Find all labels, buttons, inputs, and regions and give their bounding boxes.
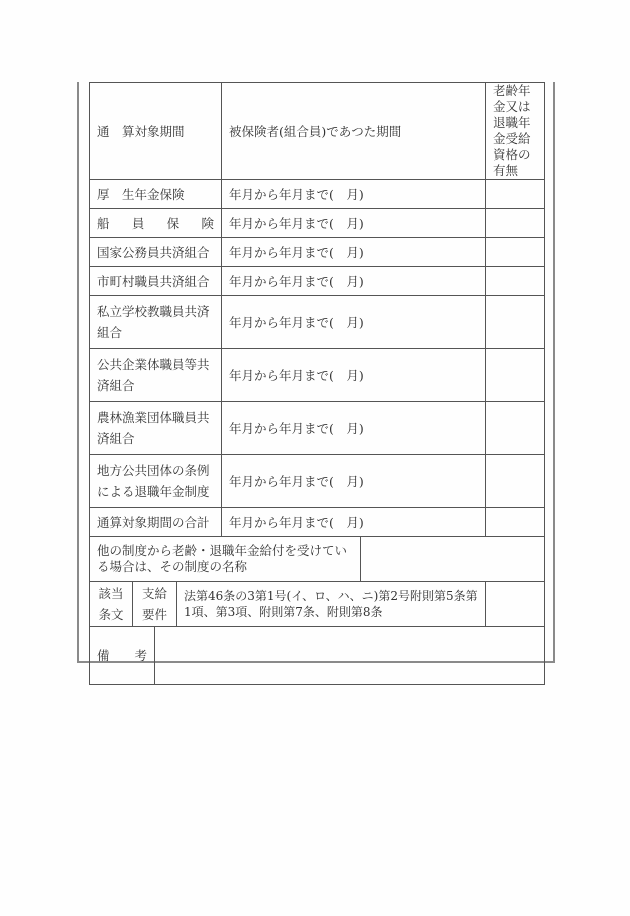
- row-label: 私立学校教職員共済組合: [90, 296, 222, 349]
- header-row: [90, 83, 545, 180]
- period-field[interactable]: 年月から年月まで( 月): [222, 455, 486, 508]
- header-insured-period: 被保険者(組合員)であつた期間: [222, 83, 486, 180]
- other-system-label: 他の制度から老齢・退職年金給付を受けている場合は、その制度の名称: [90, 537, 361, 582]
- period-field[interactable]: 年月から年月まで( 月): [222, 349, 486, 402]
- period-field[interactable]: 年月から年月まで( 月): [222, 209, 486, 238]
- table-row: [90, 209, 545, 238]
- row-label: 公共企業体職員等共済組合: [90, 349, 222, 402]
- eligibility-field[interactable]: [486, 455, 545, 508]
- table-row-total: [90, 508, 545, 537]
- header-period-type: 通 算対象期間: [90, 83, 222, 180]
- period-field[interactable]: 年月から年月まで( 月): [222, 180, 486, 209]
- eligibility-field[interactable]: [486, 402, 545, 455]
- eligibility-field[interactable]: [486, 180, 545, 209]
- row-label: 国家公務員共済組合: [90, 238, 222, 267]
- table-row: [90, 349, 545, 402]
- period-field[interactable]: 年月から年月まで( 月): [222, 296, 486, 349]
- eligibility-field[interactable]: [486, 238, 545, 267]
- eligibility-field[interactable]: [486, 349, 545, 402]
- table-row: [90, 402, 545, 455]
- eligibility-field[interactable]: [486, 296, 545, 349]
- period-field[interactable]: 年月から年月まで( 月): [222, 238, 486, 267]
- period-field[interactable]: 年月から年月まで( 月): [222, 402, 486, 455]
- provisions-field[interactable]: [486, 582, 545, 627]
- period-field[interactable]: 年月から年月まで( 月): [222, 267, 486, 296]
- table-row: [90, 180, 545, 209]
- row-label: 厚 生年金保険: [90, 180, 222, 209]
- provisions-text: 法第46条の3第1号(イ、ロ、ハ、ニ)第2号附則第5条第1項、第3項、附則第7条、附則第8条: [177, 582, 486, 627]
- table-row: [90, 267, 545, 296]
- other-system-field[interactable]: [361, 537, 545, 582]
- table-row: [90, 296, 545, 349]
- table-row: [90, 455, 545, 508]
- row-label: 市町村職員共済組合: [90, 267, 222, 296]
- row-label: 船 員 保 険: [90, 209, 222, 238]
- row-label: 農林漁業団体職員共済組合: [90, 402, 222, 455]
- applicable-article-label: 該当 条文: [90, 582, 133, 627]
- eligibility-field[interactable]: [486, 508, 545, 537]
- row-label: 地方公共団体の条例による退職年金制度: [90, 455, 222, 508]
- provisions-row: [90, 582, 545, 627]
- eligibility-field[interactable]: [486, 209, 545, 238]
- remarks-label: 備 考: [90, 627, 155, 685]
- total-period-field[interactable]: 年月から年月まで( 月): [222, 508, 486, 537]
- remarks-field[interactable]: [155, 627, 545, 685]
- pension-period-form: [89, 82, 545, 685]
- header-eligibility: 老齢年金又は退職年金受給資格の有無: [486, 83, 545, 180]
- other-system-row: [90, 537, 545, 582]
- table-row: [90, 238, 545, 267]
- payment-requirement-label: 支給 要件: [133, 582, 177, 627]
- row-label: 通算対象期間の合計: [90, 508, 222, 537]
- remarks-row: [90, 627, 545, 685]
- eligibility-field[interactable]: [486, 267, 545, 296]
